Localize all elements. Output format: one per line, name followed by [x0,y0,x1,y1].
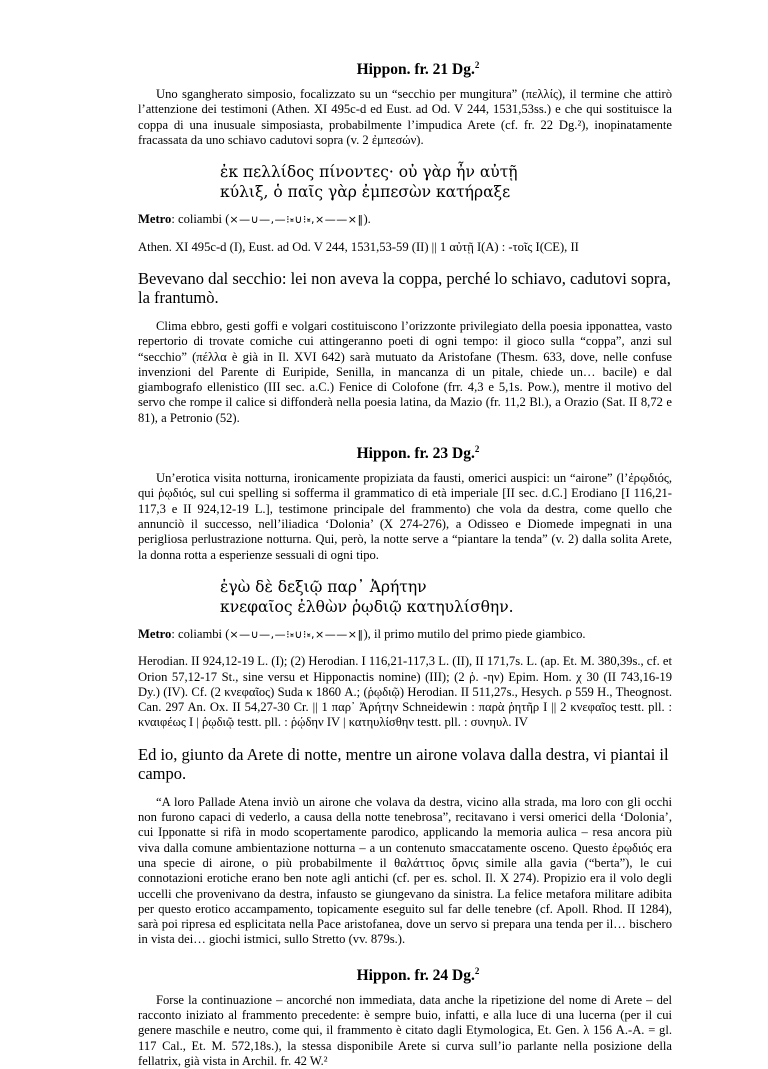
fr21-apparatus: Athen. XI 495c-d (I), Eust. ad Od. V 244, 1531,53-59 (II) || 1 αὐτῇ I(A) : -τοῖς I(CE), II [138,239,579,254]
fr21-verse [138,162,672,202]
section-title-fr23: Hippon. fr. 23 Dg.$^2$ [356,444,480,463]
fr23-verse [138,577,672,617]
fr23-translation: Ed io, giunto da Arete di notte, mentre un airone volava dalla destra, vi piantai il campo. [138,744,669,783]
fr21-commentary: Clima ebbro, gesti goffi e volgari costituiscono l’orizzonte privilegiato della poesia ipponattea, vasto repertorio di trovate comiche cui attingeranno poeti di ogni tempo: il gioco sulla “coppa”, anzi sul “secchio” (πέλλα è già in Il. XVI 642) sarà mutuato da Aristofane (Thesm. 633, dove, nelle confuse invenzioni del Parente di Euripide, Senilla, in mancanza di un pitale, chiede un… bacile) e dal giambografo ellenistico (III sec. a.C.) Fenice di Colofone (frr. 4,3 e 5,1s. Pow.), mentre il motivo del servo che rompe il calice si diffonderà nella poesia latina, da Mazio (fr. 11,2 Bl.), a Orazio (Sat. II 8,72 e 81), a Petronio (52). [138,318,672,425]
fr24-intro: Forse la continuazione – ancorché non immediata, data anche la ripetizione del nome di Arete – del racconto iniziato al frammento precedente: è sempre buio, infatti, e alla luce di una lucerna (per il cui genere maschile e neutro, come qui, il frammento è citato dagli Etymologica, Et. Gen. λ 156 A.-A. = gl. 117 Cal., Et. M. 572,18s.), la stessa disponibile Arete si curva sull’io parlante nella posizione della fellatrix, già vista in Archil. fr. 42 W.² [138,992,672,1069]
fr23-metre: Metro: coliambi (×—∪—,—⁝⏓∪⁝⏓,×——×‖), il primo mutilo del primo piede giambico. [138,626,586,641]
verse-line-1: ἐγὼ δὲ δεξιῷ παρ᾽ Ἀρήτην [220,577,427,596]
fr23-commentary: “A loro Pallade Atena inviò un airone che volava da destra, vicino alla strada, ma loro con gli occhi non furono capaci di vederlo, a causa della notte tenebrosa”, recitavano i versi omerici della ‘Dolonia’, cui Ipponatte si rifà in modo scopertamente parodico, applicando la memoria aulica – resa ancora più viva dalla comune ambientazione notturna – a un contenuto smaccatamente osceno. Questo ἐρῳδιός era una specie di airone, o più probabilmente il θαλάττιος ὄρνις simile alla gavia (“berta”), le cui connotazioni erotiche erano ben note agli antichi (cf. per es. schol. Il. X 274). Propizio era il volo degli uccelli che provenivano da destra, infausto se giungevano da sinistra. La felice metafora militare adibita per questo erotico accampamento, topicamente eseguito sul far delle tenebre (cf. Apoll. Rhod. II 1284), sarà poi ripresa ed esplicitata nella Pace aristofanea, dove un servo si prepara una tenda per il… bischero in vista dei… giochi istmici, sullo Stretto (vv. 879s.). [138,794,672,947]
verse-line-1: ἐκ πελλίδος πίνοντες· οὐ γὰρ ἦν αὐτῇ [220,163,518,182]
fr21-intro: Uno sgangherato simposio, focalizzato su un “secchio per mungitura” (πελλίς), il termine che attirò l’attenzione dei testimoni (Athen. XI 495c-d ed Eust. ad Od. V 244, 1531,53ss.) e che qui sostituisce la coppa di una inusuale simposiasta, probabilmente l’impudica Arete (cf. fr. 22 Dg.²), inopinatamente fracassata da uno schiavo cadutovi sopra (v. 2 ἐμπεσών). [138,87,672,148]
fr23-apparatus: Herodian. II 924,12-19 L. (I); (2) Herodian. I 116,21-117,3 L. (II), II 171,7s. L. (ap. Et. M. 380,39s., cf. et Orion 57,12-17 St., sine versu et Hipponactis nomine) (III); (2 ῥ. -ην) Epim. Hom. χ 30 (II 743,16-19 Dy.) (IV). Cf. (2 κνεφαῖος) Suda κ 1860 A.; (ῥῳδιῷ) Herodian. II 511,27s., Hesych. ρ 559 H., Theognost. Can. 297 An. Ox. II 54,27-30 Cr. || 1 παρ᾽ Ἀρήτην Schneidewin : παρὰ ῥητῆρ I || 2 κνεφαῖος testt. pll. : κναιφέως I | ῥῳδιῷ testt. pll. : ῥῴδην IV | κατηυλίσθην testt. pll. : συνηυλ. IV [138,654,672,730]
fr21-translation: Bevevano dal secchio: lei non aveva la coppa, perché lo schiavo, cadutovi sopra, la frantumò. [138,268,671,307]
verse-line-2: κνεφαῖος ἐλθὼν ῥῳδιῷ κατηυλίσθην. [220,597,514,616]
fr23-intro: Un’erotica visita notturna, ironicamente propiziata da fausti, omerici auspici: un “airone” (l’ἐρῳδιός, qui ῥῳδιός, sul cui spelling si sofferma il grammatico di età imperiale [II sec. d.C.] Erodiano [I 116,21-117,3 e II 924,12-19 L.], testimone principale del frammento) che vola da destra, come quello che annunciò il successo, nell’iliadica ‘Dolonia’ (X 274-276), a Odisseo e Diomede impegnati in una perigliosa perlustrazione notturna. Qui, però, la notte serve a “piantare la tenda” (v. 2) dalla solita Arete, la donna rotta a esperienze sessuali di ogni tipo. [138,471,672,562]
section-title-fr24: Hippon. fr. 24 Dg.$^2$ [356,965,480,984]
section-title-fr21: Hippon. fr. 21 Dg.$^2$ [356,60,480,79]
fr21-metre: Metro: coliambi (×—∪—,—⁝⏓∪⁝⏓,×——×‖). [138,212,371,227]
verse-line-2: κύλιξ, ὁ παῖς γὰρ ἐμπεσὼν κατήραξε [220,183,511,202]
